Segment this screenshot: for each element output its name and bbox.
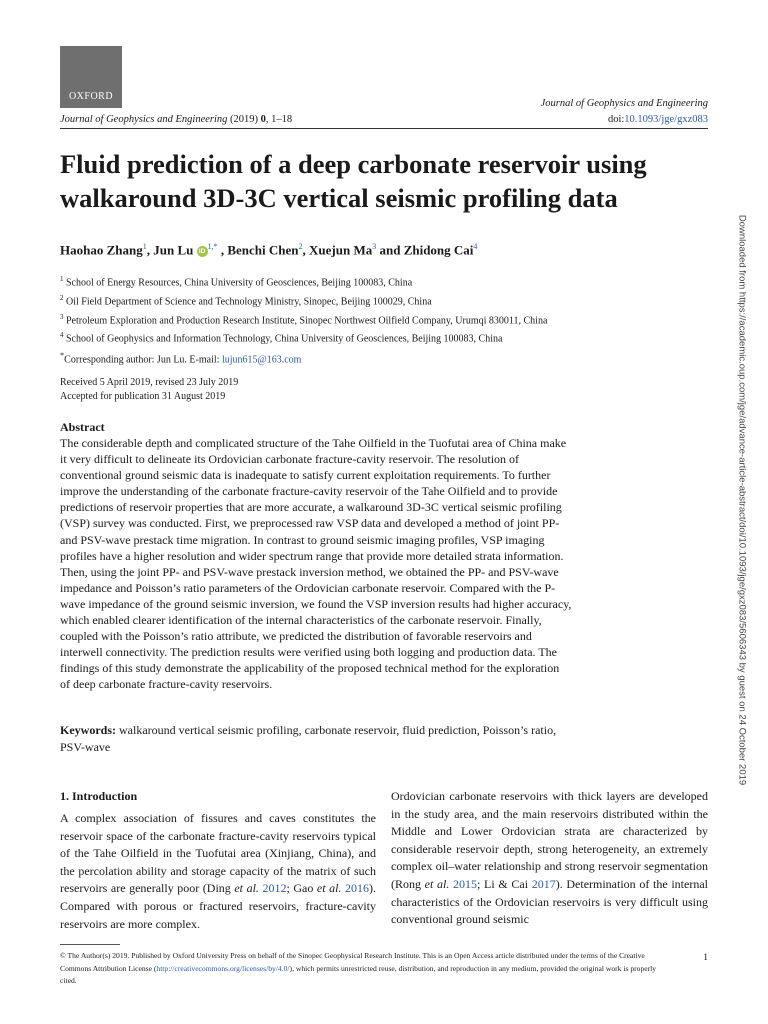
affiliation-text: Oil Field Department of Science and Technology Ministry, Sinopec, Beijing 100029, China <box>66 296 432 308</box>
author-affiliation-ref[interactable]: 2 <box>298 242 303 251</box>
keywords-label: Keywords: <box>60 723 116 737</box>
affiliations <box>60 272 580 347</box>
citation-link[interactable]: 2016 <box>345 881 370 896</box>
article-title: Fluid prediction of a deep carbonate reservoir using walkaround 3D-3C vertical seismic profiling data <box>60 149 647 213</box>
journal-header <box>541 96 708 128</box>
body-text: ; Li & Cai <box>477 876 532 891</box>
keywords-text: walkaround vertical seismic profiling, carbonate reservoir, fluid prediction, Poisson’s ratio, PSV-wave <box>60 723 557 754</box>
citation-link[interactable]: 2017 <box>531 876 556 891</box>
doi-prefix: doi: <box>607 114 625 125</box>
abstract-text: The considerable depth and complicated structure of the Tahe Oilfield in the Tuofutai area of China make it very difficult to delineate its Ordovician carbonate fracture-cavity reservoir. The resolution of conventional ground seismic data is inadequate to satisfy current exploitation requirements. To further improve the understanding of the carbonate fracture-cavity reservoir of the Tahe Oilfield and to provide predictions of reservoir properties that are more accurate, a walkaround 3D-3C vertical seismic profiling (VSP) survey was conducted. First, we preprocessed raw VSP data and developed a method of joint PP- and PSV-wave prestack time migration. In contrast to ground seismic imaging profiles, VSP imaging profiles have a higher resolution and wider spectrum range that provide more detailed strata information. Then, using the joint PP- and PSV-wave prestack inversion method, we obtained the PP- and PSV-wave impedance and Poisson’s ratio parameters of the Ordovician carbonate reservoir. Compared with the P-wave impedance of the ground seismic inversion, we found the VSP inversion results had higher accuracy, which enabled clearer identification of the internal characteristics of the carbonate reservoir. Finally, coupled with the Poisson’s ratio attribute, we predicted the distribution of favorable reservoirs and interwell connectivity. The prediction results were verified using both logging and production data. The findings of this study demonstrate the applicability of the proposed technical method for the exploration of deep carbonate fracture-cavity reservoirs. <box>60 436 572 692</box>
citation-journal: Journal of Geophysics and Engineering <box>60 114 228 125</box>
affiliation-number: 4 <box>60 331 64 340</box>
body-text: ). Determination of the internal characteristics of the Ordovician reservoirs is very difficult using conventional ground seismic <box>391 876 708 927</box>
citation-volume: 0 <box>260 114 266 125</box>
body-text-italic: et al. <box>424 876 450 891</box>
body-text: ; Gao <box>286 881 317 896</box>
author-affiliation-ref[interactable]: 1,* <box>207 242 218 251</box>
license-footer <box>60 950 670 988</box>
author-affiliation-ref[interactable]: 4 <box>473 242 478 251</box>
intro-column-left <box>60 810 376 933</box>
license-text: ), which permits unrestricted reuse, distribution, and reproduction in any medium, provided the original work is properly cited. <box>60 963 657 986</box>
citation-pages: , 1–18 <box>265 114 293 125</box>
author-affiliation-ref[interactable]: 3 <box>372 242 377 251</box>
keywords <box>60 722 572 756</box>
section-heading: 1. Introduction <box>60 789 138 803</box>
author-separator: , <box>217 242 228 258</box>
article-dates <box>60 376 238 404</box>
author-name: Xuejun Ma <box>309 242 373 258</box>
affiliation-text: School of Energy Resources, China University of Geosciences, Beijing 100083, China <box>66 277 413 289</box>
affiliation-number: 2 <box>60 293 64 302</box>
footer-rule <box>60 944 120 945</box>
affiliation-item <box>60 310 580 329</box>
body-text-italic: et al. <box>234 881 259 896</box>
doi-link[interactable]: 10.1093/jge/gxz083 <box>624 114 708 125</box>
license-link[interactable]: http://creativecommons.org/licenses/by/4.0/ <box>156 963 290 973</box>
author-separator: , <box>302 242 310 258</box>
author-name: Benchi Chen <box>227 242 299 258</box>
oxford-logo <box>60 46 122 108</box>
affiliation-text: School of Geophysics and Information Technology, China University of Geosciences, Beijing 100083, China <box>66 333 503 345</box>
affiliation-item <box>60 272 580 291</box>
author-separator: , <box>146 242 154 258</box>
accepted-date: Accepted for publication 31 August 2019 <box>60 391 226 402</box>
author-name: Jun Lu <box>153 242 194 258</box>
body-text-italic: et al. <box>316 881 342 896</box>
author-list <box>60 242 477 258</box>
license-text: © The Author(s) 2019. Published by Oxford University Press on behalf of the Sinopec Geophysical Research Institute. This is an Open Access article distributed under the terms of the Creative Commons Attribution License ( <box>60 951 645 973</box>
page-number: 1 <box>703 953 708 963</box>
author-name: Haohao Zhang <box>60 242 143 258</box>
logo-text: OXFORD <box>68 91 114 102</box>
intro-column-right <box>391 788 708 929</box>
author-affiliation-ref[interactable]: 1 <box>142 242 147 251</box>
header-rule <box>60 128 708 129</box>
email-link[interactable]: lujun615@163.com <box>221 354 302 366</box>
journal-name: Journal of Geophysics and Engineering <box>540 98 708 109</box>
affiliation-number: 1 <box>60 275 64 283</box>
affiliation-number: 3 <box>60 312 64 321</box>
affiliation-item <box>60 291 580 310</box>
body-text: A complex association of fissures and caves constitutes the reservoir space of the carbonate fracture-cavity reservoirs typical of the Tahe Oilfield in the Tuofutai area (Xinjiang, China), and the percolation ability and storage capacity of the matrix of such reservoirs are generally poor (Ding <box>60 811 376 896</box>
affiliation-text: Petroleum Exploration and Production Research Institute, Sinopec Northwest Oilfield Company, Urumqi 830011, China <box>66 314 548 326</box>
orcid-icon[interactable]: iD <box>197 246 208 257</box>
corresponding-star: * <box>60 351 65 360</box>
received-date: Received 5 April 2019, revised 23 July 2019 <box>60 377 239 388</box>
body-text: Ordovician carbonate reservoirs with thick layers are developed in the study area, and the main reservoirs distributed within the Middle and Lower Ordovician strata are characterized by considerable reservoir depth, strong heterogeneity, an extremely complex oil–water relationship and strong reservoir segmentation (Rong <box>391 789 708 891</box>
citation-year: (2019) <box>230 114 259 125</box>
citation-line <box>60 114 292 125</box>
corresponding-author <box>60 351 301 365</box>
body-text: ). Compared with porous or fractured reservoirs, fracture-cavity reservoirs are more complex. <box>60 881 377 931</box>
author-separator: and <box>376 242 404 258</box>
download-notice-text: Downloaded from https://academic.oup.com/jge/advance-article-abstract/doi/10.1093/jge/gxz083/5606343 by guest on 24 October 2019 <box>736 214 748 786</box>
affiliation-item <box>60 328 580 347</box>
citation-link[interactable]: 2015 <box>453 876 478 891</box>
corresponding-text: Corresponding author: Jun Lu. E-mail: <box>64 354 222 366</box>
doi-line <box>541 112 708 128</box>
citation-link[interactable]: 2012 <box>262 881 287 896</box>
author-name: Zhidong Cai <box>403 242 474 258</box>
abstract-heading: Abstract <box>60 420 105 434</box>
